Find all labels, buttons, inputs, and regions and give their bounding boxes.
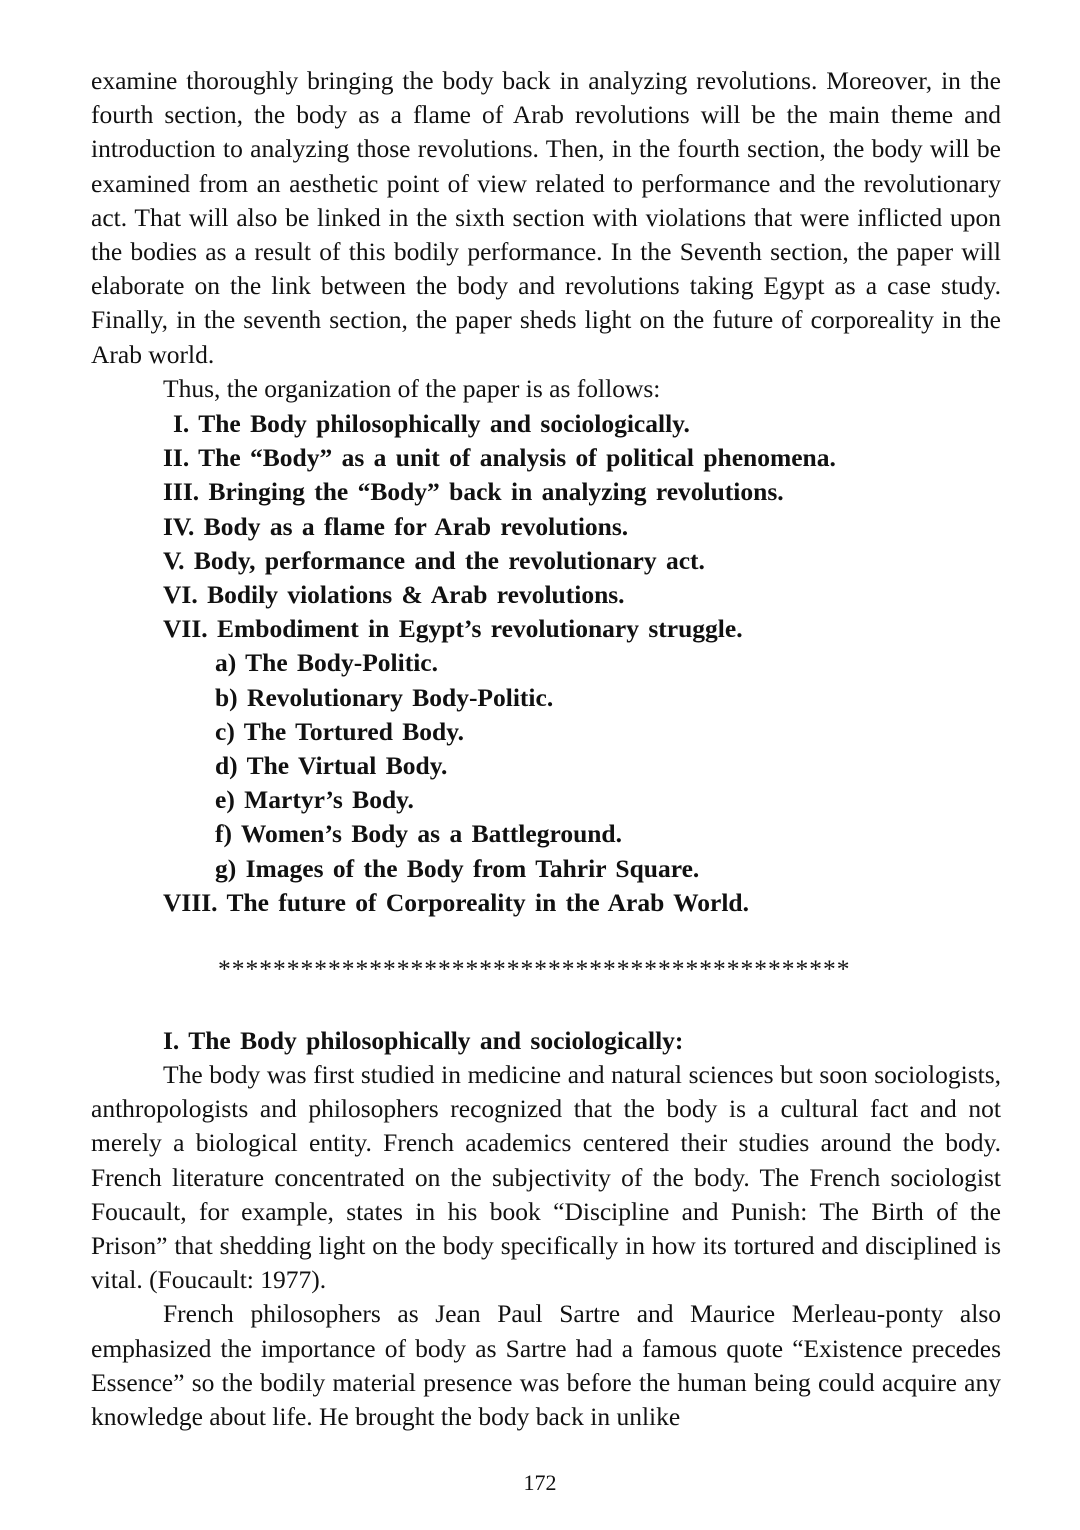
toc-subitem: c) The Tortured Body. xyxy=(215,716,464,746)
toc-subitem: g) Images of the Body from Tahrir Square. xyxy=(215,853,700,883)
body-paragraph: French philosophers as Jean Paul Sartre and Maurice Merleau-ponty also emphasized the importance of body as Sartre had a famous quote “Existence precedes Essence” so the bodily material presence was before the human being could acquire any knowledge about life. He brought the body back in unlike xyxy=(91,1299,1001,1432)
intro-text xyxy=(91,64,1001,406)
organization-lead: Thus, the organization of the paper is as follows: xyxy=(163,373,661,403)
toc-subitem: f) Women’s Body as a Battleground. xyxy=(215,819,622,849)
toc-item: V. Body, performance and the revolutionary act. xyxy=(163,545,705,575)
toc-subitem: b) Revolutionary Body-Politic. xyxy=(215,682,554,712)
toc-subitem: d) The Virtual Body. xyxy=(215,751,448,781)
intro-paragraph: examine thoroughly bringing the body back in analyzing revolutions. Moreover, in the fourth section, the body as a flame of Arab revolutions will be the main theme and introduction to analyzing those revolutions. Then, in the fourth section, the body will be examined from an aesthetic point of view related to performance and the revolutionary act. That will also be linked in the sixth section with violations that were inflicted upon the bodies as a result of this bodily performance. In the Seventh section, the paper will elaborate on the link between the body and revolutions taking Egypt as a case study. Finally, in the seventh section, the paper sheds light on the future of corporeality in the Arab world. xyxy=(91,66,1001,369)
toc-item: VI. Bodily violations & Arab revolutions. xyxy=(163,580,625,610)
section-body xyxy=(91,1058,1001,1434)
toc-item: IV. Body as a flame for Arab revolutions. xyxy=(163,511,629,541)
toc-item: II. The “Body” as a unit of analysis of political phenomena. xyxy=(163,443,836,473)
page-number: 172 xyxy=(523,1470,557,1495)
toc-item: III. Bringing the “Body” back in analyzing revolutions. xyxy=(163,477,784,507)
toc-item: I. The Body philosophically and sociologically. xyxy=(173,409,690,438)
section-heading: I. The Body philosophically and sociologically: xyxy=(163,1026,684,1055)
toc-item: VIII. The future of Corporeality in the Arab World. xyxy=(163,887,749,917)
table-of-contents xyxy=(163,407,836,920)
section-separator: ********************************************** xyxy=(218,954,851,983)
body-paragraph: The body was first studied in medicine and natural sciences but soon sociologists, anthropologists and philosophers recognized that the body is a cultural fact and not merely a biological entity. French academics centered their studies around the body. French literature concentrated on the subjectivity of the body. The French sociologist Foucault, for example, states in his book “Discipline and Punish: The Birth of the Prison” that shedding light on the body specifically in how its tortured and disciplined is vital. (Foucault: 1977). xyxy=(91,1060,1001,1295)
toc-item: VII. Embodiment in Egypt’s revolutionary struggle. xyxy=(163,614,743,644)
toc-subitem: a) The Body-Politic. xyxy=(215,648,438,678)
toc-subitem: e) Martyr’s Body. xyxy=(215,785,414,815)
